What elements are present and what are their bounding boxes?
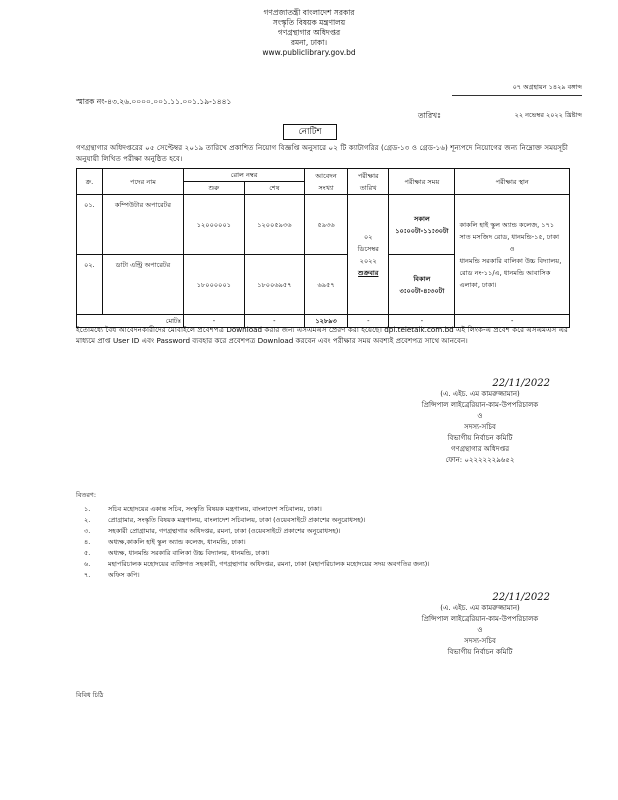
item-text: অধ্যক্ষ, ধানমন্ডি সরকারি বালিকা উচ্চ বিদ্যালয়, ধানমন্ডি, ঢাকা। [108, 549, 270, 557]
venue-cell [455, 195, 570, 315]
item-number: ৩. [84, 527, 91, 535]
website: www.publiclibrary.gov.bd [262, 48, 356, 57]
item-text: সচিব মহোদয়ের একান্ত সচিব, সংস্কৃতি বিষয়ক মন্ত্রণালয়, বাংলাদেশ সচিবালয়, ঢাকা। [108, 505, 322, 513]
signatory-role: সদস্য-সচিব [464, 637, 496, 645]
header-venue: পরীক্ষার স্থান [455, 169, 570, 195]
item-text: মহাপরিচালক মহোদয়ের ব্যক্তিগত সহকারী, গণগ্রন্থাগার অধিদপ্তর, রমনা, ঢাকা (মহাপরিচালক মহোদয়ের সদয় অবগতির জন্য)। [108, 560, 430, 568]
dual-date [452, 82, 582, 121]
row2-exam-time [389, 255, 455, 315]
item-number: ৫. [84, 549, 91, 557]
admit-card-paragraph: ইতোমধ্যে বৈধ আবেদনকারীদের মোবাইলে প্রবেশপত্র Download করার জন্য এসএমএস প্রেরণ করা হয়েছে। dpl.teletalk.com.bd এই লিংক-এ প্রবেশ করে এসএমএস এর মাধ্যমে প্রাপ্ত User ID এবং Password ব্যবহার করে প্রবেশপত্র Download করবেন এবং পরীক্ষার সময় অবশ্যই প্রবেশপত্র সাথে আনবেন। [76, 325, 568, 345]
signatory-role: সদস্য-সচিব [464, 423, 496, 431]
item-text: প্রোগ্রামার, সংস্কৃতি বিষয়ক মন্ত্রণালয়, বাংলাদেশ সচিবালয়, ঢাকা (ওয়েবসাইটে প্রকাশের অনুরোধসহ)। [108, 516, 366, 524]
signatory-name: (এ. এইচ. এম কামরুজ্জামান) [440, 390, 520, 398]
signature-scrawl: 22/11/2022 [492, 378, 550, 389]
and-conjunction: ও [477, 412, 483, 420]
signatory-designation: প্রিন্সিপাল লাইব্রেরিয়ান-কাম-উপপরিচালক [421, 401, 539, 409]
exam-date-month: ডিসেম্বর [357, 244, 379, 253]
item-number: ২. [84, 516, 91, 524]
exam-schedule-table [76, 168, 570, 328]
row2-time-period: বিকাল [413, 274, 431, 283]
list-item [76, 559, 496, 570]
row1-time-range: ১০:০০টা-১১:৩০টা [395, 226, 449, 235]
office-name: গণগ্রন্থাগার অধিদপ্তর [450, 445, 510, 453]
total-roll-end: - [244, 315, 304, 328]
total-roll-start: - [184, 315, 244, 328]
exam-date-year: ২০২২ [359, 256, 377, 265]
venue-and: ও [509, 244, 515, 253]
signature-block-2 [380, 592, 580, 658]
header-roll-end: শেষ [244, 182, 304, 195]
header-roll-start: শুরু [184, 182, 244, 195]
row1-time-period: সকাল [414, 214, 430, 223]
item-number: ৪. [84, 538, 91, 546]
intro-paragraph: গণগ্রন্থাগার অধিদপ্তরের ০৫ সেপ্টেম্বর ২০১৯ তারিখে প্রকাশিত নিয়োগ বিজ্ঞপ্তি অনুসারে ০২ টি ক্যাটাগরির (গ্রেড-১৩ ও গ্রেড-১৬) শূন্যপদে নিয়োগের জন্য নিম্নোক্ত সময়সূচী অনুযায়ী লিখিত পরীক্ষা অনুষ্ঠিত হবে। [76, 143, 568, 163]
committee-name: বিভাগীয় নির্বাচন কমিটি [447, 434, 513, 442]
english-date: ২২ নভেম্বর ২০২২ খ্রিষ্টাব্দ [514, 111, 582, 119]
list-item [76, 526, 496, 537]
bangla-date: ০৭ অগ্রহায়ন ১৪২৯ বঙ্গাব্দ [512, 83, 582, 91]
ministry-name: সংস্কৃতি বিষয়ক মন্ত্রণালয় [272, 18, 346, 27]
exam-date-weekday: শুক্রবার [358, 268, 379, 277]
row1-applications: ৫৯৩৬ [305, 195, 348, 255]
row1-roll-start: ১২০০০০০১ [184, 195, 244, 255]
row2-applications: ৬৯৫৭ [305, 255, 348, 315]
header-serial: ক্র. [77, 169, 103, 195]
committee-name: বিভাগীয় নির্বাচন কমিটি [447, 648, 513, 656]
total-time: - [389, 315, 455, 328]
item-number: ৭. [84, 571, 91, 579]
total-label: মোটঃ [77, 315, 184, 328]
signatory-name: (এ. এইচ. এম কামরুজ্জামান) [440, 604, 520, 612]
list-item [76, 537, 496, 548]
row2-roll-start: ১৮০০০০০১ [184, 255, 244, 315]
total-venue: - [455, 315, 570, 328]
venue-one: কাকলি হাই স্কুল অ্যান্ড কলেজ, ১৭১ সাত মসজিদ রোড, ধানমন্ডি-১৫, ঢাকা [459, 220, 560, 241]
memo-number: স্মারক নং-৪৩.২৬.০০০০.০০১.১১.০০১.১৯-১৪৪১ [76, 97, 232, 106]
list-item [76, 548, 496, 559]
list-item [76, 504, 496, 515]
distribution-list [76, 490, 496, 581]
header-exam-time: পরীক্ষার সময় [389, 169, 455, 195]
signatory-designation: প্রিন্সিপাল লাইব্রেরিয়ান-কাম-উপপরিচালক [421, 615, 539, 623]
row1-post: কম্পিউটার অপারেটর [102, 195, 183, 255]
signature-scrawl: 22/11/2022 [492, 592, 550, 603]
row1-exam-time [389, 195, 455, 255]
row1-serial: ০১. [77, 195, 103, 255]
header-post: পদের নাম [102, 169, 183, 195]
phone-number: ফোন: ০২২২২২২৯৬৫২ [445, 456, 515, 464]
header-roll: রোল নম্বর [184, 169, 305, 182]
signature-block-1 [380, 378, 580, 466]
item-number: ১. [84, 505, 91, 513]
list-item [76, 570, 496, 581]
row1-roll-end: ১২০০৫৯৩৬ [244, 195, 304, 255]
row2-post: ডাটা এন্ট্রি অপারেটর [102, 255, 183, 315]
date-label: তারিখঃ [418, 111, 441, 120]
department-name: গণগ্রন্থাগার অধিদপ্তর [277, 28, 341, 37]
item-text: সহকারী প্রোগ্রামার, গণগ্রন্থাগার অধিদপ্তর, রমনা, ঢাকা (ওয়েবসাইটে প্রকাশের অনুরোধসহ)। [108, 527, 341, 535]
exam-date-cell [348, 195, 389, 315]
list-item [76, 515, 496, 526]
gov-name: গণপ্রজাতন্ত্রী বাংলাদেশ সরকার [263, 8, 355, 17]
address: রমনা, ঢাকা। [290, 38, 328, 47]
row2-serial: ০২. [77, 255, 103, 315]
notice-title: নোটিশ [283, 124, 337, 140]
table-row [77, 195, 570, 255]
date-divider [452, 95, 582, 96]
item-text: অধ্যক্ষ,কাকলি হাই স্কুল অ্যান্ড কলেজ, ধানমন্ডি, ঢাকা। [108, 538, 246, 546]
total-date: - [348, 315, 389, 328]
total-applications: ১২৮৯৩ [305, 315, 348, 328]
header-applications: আবেদন সংখ্যা [305, 169, 348, 195]
item-text: অফিস কপি। [108, 571, 140, 579]
header-exam-date: পরীক্ষার তারিখ [348, 169, 389, 195]
exam-date-day: ০২ [363, 232, 373, 241]
row2-roll-end: ১৮০০৬৯৫৭ [244, 255, 304, 315]
footer-note: বিবিধ চিঠি [76, 691, 104, 699]
venue-two: ধানমন্ডি সরকারি বালিকা উচ্চ বিদ্যালয়, রোড নং-১১/এ, ধানমন্ডি আবাসিক এলাকা, ঢাকা। [459, 256, 562, 289]
item-number: ৬. [84, 560, 91, 568]
distribution-title: বিতরণ: [76, 491, 97, 499]
row2-time-range: ৩:০০টা-৪:৩০টা [399, 286, 445, 295]
letterhead [0, 8, 618, 58]
and-conjunction: ও [477, 626, 483, 634]
